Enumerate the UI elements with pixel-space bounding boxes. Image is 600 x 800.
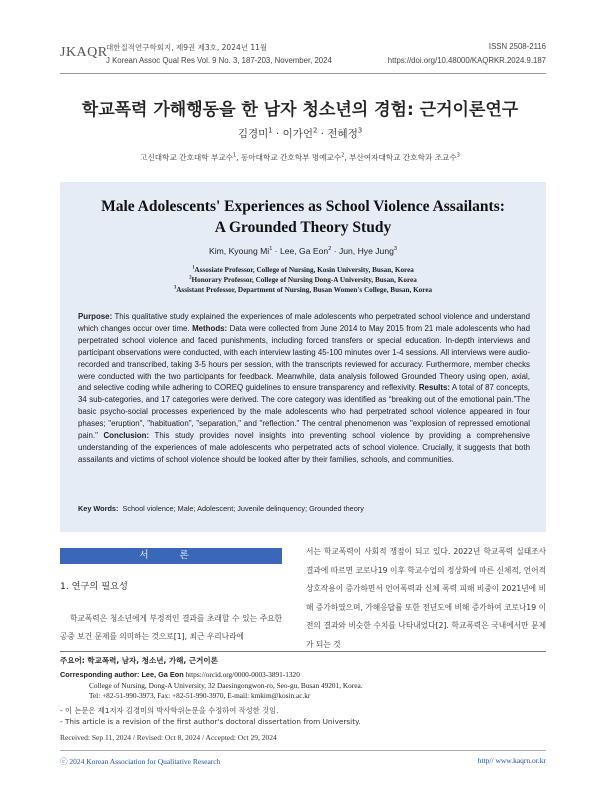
conclusion-label: Conclusion:	[103, 431, 150, 441]
korean-affiliations	[0, 152, 600, 163]
korean-keywords: 주요어: 학교폭력, 남자, 청소년, 가해, 근거이론	[60, 656, 218, 665]
english-title-line2: A Grounded Theory Study	[214, 219, 392, 236]
english-title-line1: Male Adolescents' Experiences as School Violence Assailants:	[101, 198, 505, 215]
copyright: ⓒ 2024 Korean Association for Qualitative Research	[60, 757, 221, 766]
affiliation-sup: 3	[173, 285, 177, 291]
journal-logo: JKAQR	[60, 45, 108, 60]
affiliation: Assistant Professor, Department of Nursing, Busan Women's College, Busan, Korea	[176, 286, 433, 294]
website-link[interactable]: http// www.kaqrn.or.kr	[477, 756, 546, 765]
author-sup: 1	[268, 126, 273, 135]
affiliation: Assosiate Professor, College of Nursing, Kosin University, Busan, Korea	[194, 266, 414, 274]
note-en: - This article is a revision of the first author's doctoral dissertation from University.	[60, 716, 361, 726]
methods-text: Data were collected from June 2014 to May 2015 from 21 male adolescents who had perpetrated school violence and faced punishments, including forced transfers or special education. In-depth interviews and participant observations were conducted, with each interview lasting 45-100 minutes over 1-4 sessions. All interviews were audio-recorded and transcribed, taking 3-5 hours per session, with the transcripts reviewed for accuracy. Furthermore, member checks were conducted with the two participants for feedback. Meanwhile, data analysis followed Grounded Theory using open, axial, and selective coding while adhering to COREQ guidelines to ensure transparency and reflexivity.	[78, 323, 530, 393]
results-label: Results:	[418, 383, 450, 393]
author-name: Kim, Kyoung Mi	[209, 246, 270, 256]
author-sup: 2	[313, 126, 318, 135]
header-divider	[60, 73, 546, 74]
keywords	[78, 504, 530, 513]
affiliation-sup: 2	[341, 152, 345, 159]
body-text-left: 학교폭력은 청소년에게 부정적인 결과를 초래할 수 있는 주요한 공중 보건 문제를 의미하는 것으로[1], 최근 우리나라에	[60, 614, 282, 641]
english-affiliations	[60, 265, 546, 295]
journal-citation-en: J Korean Assoc Qual Res Vol. 9 No. 3, 187-203, November, 2024	[106, 56, 332, 65]
doi-link[interactable]: https://doi.org/10.48000/KAQRKR.2024.9.187	[387, 56, 546, 65]
section-subheading: 1. 연구의 필요성	[60, 581, 128, 592]
affiliation-line	[60, 265, 546, 275]
body-text-right: 서는 학교폭력이 사회적 쟁점이 되고 있다. 2022년 학교폭력 실태조사 결과에 따르면 코로나19 이후 학교수업의 정상화에 따른 신체적, 언어적 상호작용이 증가하면서 언어폭력과 신체 폭력 피해 비중이 2021년에 비해 증가하였으며, 가해응답률 또한 전년도에 비해 증가하여 코로나19 이전의 결과와 비슷한 수치를 나타내었다[2]. 학교폭력은 국내에서만 문제가 되는 것	[306, 547, 546, 649]
methods-label: Methods:	[192, 323, 228, 333]
corresponding-author-label: Corresponding author: Lee, Ga Eon	[60, 670, 184, 679]
affiliation: 부산여자대학교 간호학과 조교수	[349, 153, 457, 162]
abstract-text	[78, 311, 530, 466]
footnote-divider	[60, 651, 546, 652]
author-name: Jun, Hye Jung	[338, 246, 394, 256]
korean-title: 학교폭력 가해행동을 한 남자 청소년의 경험: 근거이론연구	[81, 100, 519, 120]
korean-authors	[0, 126, 600, 141]
affiliation-sup: 2	[189, 275, 192, 281]
affiliation-line	[60, 285, 546, 295]
corresponding-author	[60, 670, 546, 702]
english-authors	[60, 246, 546, 256]
author-separator: ·	[272, 246, 280, 256]
affiliation-sup: 1	[192, 265, 195, 271]
corresponding-contact: Tel: +82-51-990-3973, Fax: +82-51-990-3970, E-mail: kmkim@kosin.ac.kr	[89, 691, 311, 700]
affiliation-sup: 3	[456, 152, 460, 159]
article-notes	[60, 706, 546, 727]
author-sup: 3	[357, 126, 363, 135]
abstract-box	[60, 182, 546, 532]
corresponding-address: College of Nursing, Dong-A University, 32 Daesingongwon-ro, Seo-gu, Busan 49201, Korea.	[89, 680, 363, 690]
affiliation: 고신대학교 간호대학 부교수	[140, 153, 233, 162]
author-name: Lee, Ga Eon	[279, 246, 329, 256]
purpose-label: Purpose:	[78, 312, 113, 321]
journal-header	[60, 42, 546, 72]
affiliation-separator: ,	[344, 153, 350, 162]
journal-citation-ko: 대한질적연구학회지, 제9권 제3호, 2024년 11월	[106, 43, 268, 52]
purpose-text: This qualitative study explained the experiences of male adolescents who perpetrated school violence and understand which changes occur over time.	[78, 312, 530, 333]
affiliation: 동아대학교 간호학부 명예교수	[240, 153, 342, 162]
author-name: 이가언	[282, 128, 314, 140]
conclusion-text: This study provides novel insights into preventing school violence by providing a comprehensive understanding of the experiences of male adolescents who perpetrated acts of school violence. Crucially, it suggests that both assailants and victims of school violence should be looked after by their families, schools, and communities.	[78, 431, 530, 464]
article-dates: Received: Sep 11, 2024 / Revised: Oct 8, 2024 / Accepted: Oct 29, 2024	[60, 733, 277, 742]
author-name: 전혜정	[327, 128, 358, 140]
author-separator: ·	[331, 246, 339, 256]
affiliation-sup: 1	[233, 152, 237, 159]
affiliation: Honorary Professor, College of Nursing Dong-A University, Busan, Korea	[191, 276, 417, 284]
keywords-label: Key Words:	[78, 504, 119, 513]
author-sup: 3	[393, 246, 397, 253]
section-title-bar: 서 론	[60, 548, 282, 564]
author-sup: 2	[328, 246, 332, 253]
note-ko: - 이 논문은 제1저자 김경미의 박사학위논문을 수정하여 작성한 것임.	[60, 706, 279, 715]
orcid-link[interactable]: https://orcid.org/0000-0003-3891-1320	[183, 670, 300, 679]
keywords-text: School violence; Male; Adolescent; Juvenile delinquency; Grounded theory	[122, 504, 364, 513]
author-name: 김경미	[237, 128, 269, 140]
author-separator: ·	[317, 128, 328, 140]
author-sup: 1	[269, 246, 273, 253]
footer-divider	[60, 750, 546, 751]
english-title	[60, 196, 546, 238]
affiliation-line	[60, 275, 546, 285]
author-separator: ·	[272, 128, 283, 140]
affiliation-separator: ,	[236, 153, 241, 162]
issn: ISSN 2508-2116	[488, 42, 546, 51]
results-text: A total of 87 concepts, 34 sub-categories, and 17 categories were derived. The core category was identified as “breaking out of the emotional pain.”The basic psycho-social processes experienced by the male adolescents who had perpetrated school violence appeared in four phases; "eruption", "habituation", "separation," and "reflection." The central phenomenon was "explosion of repressed emotional pain."	[78, 383, 530, 441]
